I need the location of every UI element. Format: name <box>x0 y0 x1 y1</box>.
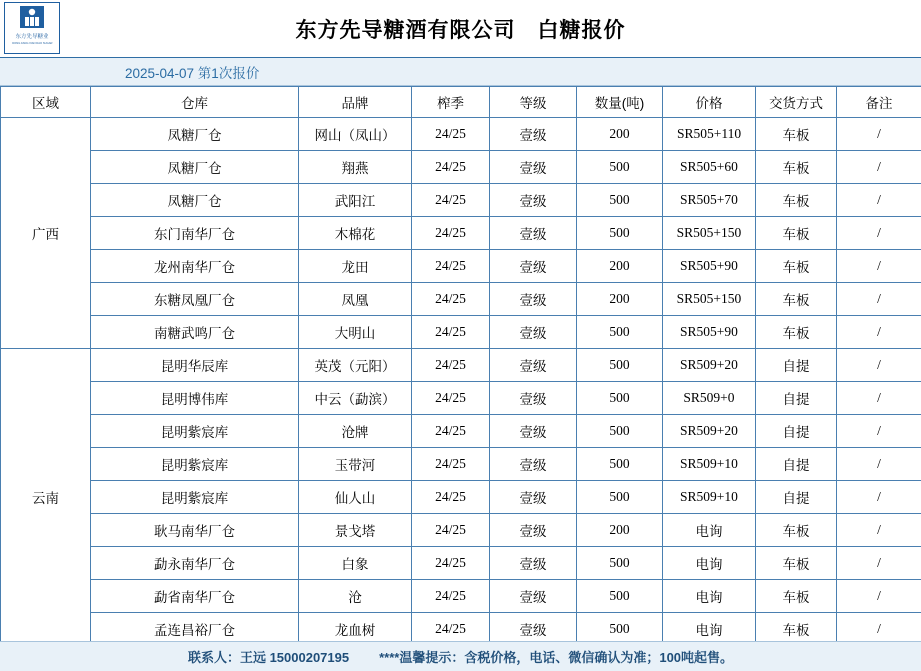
header-quantity: 数量(吨) <box>577 87 663 118</box>
cell-delivery: 车板 <box>756 217 837 250</box>
cell-grade: 壹级 <box>490 613 577 646</box>
cell-brand: 玉带河 <box>299 448 412 481</box>
cell-price: SR509+20 <box>663 415 756 448</box>
cell-quantity: 500 <box>577 580 663 613</box>
quote-date-text: 2025-04-07 第1次报价 <box>125 65 260 81</box>
header-brand: 品牌 <box>299 87 412 118</box>
cell-price: 电询 <box>663 580 756 613</box>
cell-quantity: 500 <box>577 613 663 646</box>
cell-season: 24/25 <box>412 316 490 349</box>
cell-grade: 壹级 <box>490 118 577 151</box>
cell-warehouse: 勐省南华厂仓 <box>91 580 299 613</box>
cell-brand: 武阳江 <box>299 184 412 217</box>
cell-season: 24/25 <box>412 514 490 547</box>
cell-season: 24/25 <box>412 151 490 184</box>
cell-delivery: 车板 <box>756 283 837 316</box>
cell-brand: 英茂（元阳） <box>299 349 412 382</box>
logo-company-name: 东方先导糖业 <box>15 34 49 40</box>
page-header <box>0 0 921 58</box>
cell-grade: 壹级 <box>490 349 577 382</box>
table-row <box>1 415 921 448</box>
cell-price: SR509+0 <box>663 382 756 415</box>
cell-warehouse: 昆明紫宸库 <box>91 448 299 481</box>
table-row <box>1 514 921 547</box>
cell-price: SR505+150 <box>663 283 756 316</box>
cell-grade: 壹级 <box>490 448 577 481</box>
cell-grade: 壹级 <box>490 184 577 217</box>
cell-remark: / <box>837 448 921 481</box>
cell-warehouse: 东门南华厂仓 <box>91 217 299 250</box>
cell-delivery: 车板 <box>756 151 837 184</box>
cell-quantity: 500 <box>577 217 663 250</box>
footer-notice: ****温馨提示：含税价格，电话、微信确认为准；100吨起售。 <box>379 650 734 665</box>
cell-brand: 白象 <box>299 547 412 580</box>
cell-remark: / <box>837 547 921 580</box>
logo-mark-icon <box>19 5 45 33</box>
cell-grade: 壹级 <box>490 514 577 547</box>
cell-remark: / <box>837 118 921 151</box>
cell-season: 24/25 <box>412 547 490 580</box>
header-region: 区域 <box>1 87 91 118</box>
cell-remark: / <box>837 613 921 646</box>
header-delivery: 交货方式 <box>756 87 837 118</box>
cell-quantity: 500 <box>577 448 663 481</box>
cell-delivery: 车板 <box>756 118 837 151</box>
cell-quantity: 500 <box>577 184 663 217</box>
table-body <box>1 118 921 646</box>
header-price: 价格 <box>663 87 756 118</box>
cell-season: 24/25 <box>412 349 490 382</box>
cell-warehouse: 孟连昌裕厂仓 <box>91 613 299 646</box>
cell-brand: 凤凰 <box>299 283 412 316</box>
cell-delivery: 车板 <box>756 547 837 580</box>
cell-warehouse: 昆明博伟库 <box>91 382 299 415</box>
cell-quantity: 500 <box>577 316 663 349</box>
cell-warehouse: 凤糖厂仓 <box>91 151 299 184</box>
page-footer <box>0 641 921 671</box>
cell-quantity: 500 <box>577 382 663 415</box>
cell-delivery: 自提 <box>756 481 837 514</box>
cell-season: 24/25 <box>412 217 490 250</box>
cell-remark: / <box>837 184 921 217</box>
table-row <box>1 283 921 316</box>
table-row <box>1 217 921 250</box>
cell-delivery: 自提 <box>756 349 837 382</box>
table-row <box>1 580 921 613</box>
cell-price: SR509+20 <box>663 349 756 382</box>
cell-season: 24/25 <box>412 118 490 151</box>
cell-quantity: 500 <box>577 481 663 514</box>
cell-grade: 壹级 <box>490 217 577 250</box>
cell-warehouse: 龙州南华厂仓 <box>91 250 299 283</box>
cell-warehouse: 昆明紫宸库 <box>91 415 299 448</box>
cell-season: 24/25 <box>412 250 490 283</box>
cell-delivery: 车板 <box>756 250 837 283</box>
cell-remark: / <box>837 514 921 547</box>
cell-price: SR505+150 <box>663 217 756 250</box>
cell-warehouse: 东糖凤凰厂仓 <box>91 283 299 316</box>
cell-quantity: 200 <box>577 514 663 547</box>
cell-remark: / <box>837 382 921 415</box>
cell-grade: 壹级 <box>490 283 577 316</box>
table-row <box>1 547 921 580</box>
cell-warehouse: 勐永南华厂仓 <box>91 547 299 580</box>
cell-quantity: 200 <box>577 250 663 283</box>
table-row <box>1 118 921 151</box>
cell-remark: / <box>837 349 921 382</box>
cell-delivery: 自提 <box>756 448 837 481</box>
cell-quantity: 500 <box>577 415 663 448</box>
cell-warehouse: 耿马南华厂仓 <box>91 514 299 547</box>
cell-brand: 木棉花 <box>299 217 412 250</box>
cell-delivery: 车板 <box>756 316 837 349</box>
header-remark: 备注 <box>837 87 921 118</box>
cell-warehouse: 凤糖厂仓 <box>91 118 299 151</box>
cell-season: 24/25 <box>412 415 490 448</box>
cell-price: 电询 <box>663 547 756 580</box>
cell-brand: 龙田 <box>299 250 412 283</box>
cell-price: SR509+10 <box>663 448 756 481</box>
cell-quantity: 500 <box>577 151 663 184</box>
table-row <box>1 481 921 514</box>
cell-quantity: 200 <box>577 283 663 316</box>
cell-brand: 中云（勐滨） <box>299 382 412 415</box>
cell-grade: 壹级 <box>490 316 577 349</box>
table-header-row <box>1 87 921 118</box>
table-row <box>1 184 921 217</box>
cell-region: 云南 <box>1 349 91 646</box>
cell-price: SR505+60 <box>663 151 756 184</box>
cell-remark: / <box>837 283 921 316</box>
cell-price: SR505+110 <box>663 118 756 151</box>
cell-remark: / <box>837 481 921 514</box>
price-table <box>0 86 921 646</box>
cell-remark: / <box>837 250 921 283</box>
cell-season: 24/25 <box>412 481 490 514</box>
cell-quantity: 500 <box>577 349 663 382</box>
footer-contact: 联系人：王远 15000207195 <box>187 650 350 665</box>
cell-remark: / <box>837 316 921 349</box>
cell-price: SR509+10 <box>663 481 756 514</box>
title-report: 白糖报价 <box>537 18 626 42</box>
cell-season: 24/25 <box>412 184 490 217</box>
cell-grade: 壹级 <box>490 415 577 448</box>
table-row <box>1 349 921 382</box>
cell-delivery: 自提 <box>756 415 837 448</box>
cell-price: SR505+70 <box>663 184 756 217</box>
footer-text <box>188 647 733 666</box>
header-warehouse: 仓库 <box>91 87 299 118</box>
cell-quantity: 200 <box>577 118 663 151</box>
cell-brand: 大明山 <box>299 316 412 349</box>
table-row <box>1 250 921 283</box>
cell-warehouse: 昆明紫宸库 <box>91 481 299 514</box>
cell-delivery: 自提 <box>756 382 837 415</box>
cell-grade: 壹级 <box>490 151 577 184</box>
page-title <box>296 14 626 44</box>
cell-warehouse: 昆明华辰库 <box>91 349 299 382</box>
cell-season: 24/25 <box>412 448 490 481</box>
cell-price: SR505+90 <box>663 250 756 283</box>
cell-price: SR505+90 <box>663 316 756 349</box>
cell-delivery: 车板 <box>756 613 837 646</box>
table-header <box>1 87 921 118</box>
cell-season: 24/25 <box>412 382 490 415</box>
cell-brand: 仙人山 <box>299 481 412 514</box>
cell-brand: 沧 <box>299 580 412 613</box>
cell-warehouse: 凤糖厂仓 <box>91 184 299 217</box>
cell-delivery: 车板 <box>756 184 837 217</box>
table-row <box>1 382 921 415</box>
header-season: 榨季 <box>412 87 490 118</box>
cell-grade: 壹级 <box>490 250 577 283</box>
table-row <box>1 316 921 349</box>
company-logo <box>4 2 60 54</box>
cell-delivery: 车板 <box>756 514 837 547</box>
cell-brand: 沧牌 <box>299 415 412 448</box>
cell-season: 24/25 <box>412 613 490 646</box>
cell-brand: 网山（凤山） <box>299 118 412 151</box>
cell-remark: / <box>837 217 921 250</box>
cell-remark: / <box>837 580 921 613</box>
quote-date-bar <box>0 58 921 86</box>
logo-company-pinyin: DONG FANG XIAN DAO SUGAR <box>11 41 53 45</box>
table-row <box>1 448 921 481</box>
cell-grade: 壹级 <box>490 382 577 415</box>
cell-price: 电询 <box>663 514 756 547</box>
cell-remark: / <box>837 151 921 184</box>
cell-brand: 景戈塔 <box>299 514 412 547</box>
cell-grade: 壹级 <box>490 580 577 613</box>
cell-quantity: 500 <box>577 547 663 580</box>
cell-season: 24/25 <box>412 580 490 613</box>
cell-grade: 壹级 <box>490 481 577 514</box>
cell-delivery: 车板 <box>756 580 837 613</box>
cell-season: 24/25 <box>412 283 490 316</box>
cell-remark: / <box>837 415 921 448</box>
cell-region: 广西 <box>1 118 91 349</box>
cell-grade: 壹级 <box>490 547 577 580</box>
cell-brand: 龙血树 <box>299 613 412 646</box>
cell-brand: 翔燕 <box>299 151 412 184</box>
table-row <box>1 151 921 184</box>
cell-warehouse: 南糖武鸣厂仓 <box>91 316 299 349</box>
title-company: 东方先导糖酒有限公司 <box>295 18 516 42</box>
cell-price: 电询 <box>663 613 756 646</box>
header-grade: 等级 <box>490 87 577 118</box>
